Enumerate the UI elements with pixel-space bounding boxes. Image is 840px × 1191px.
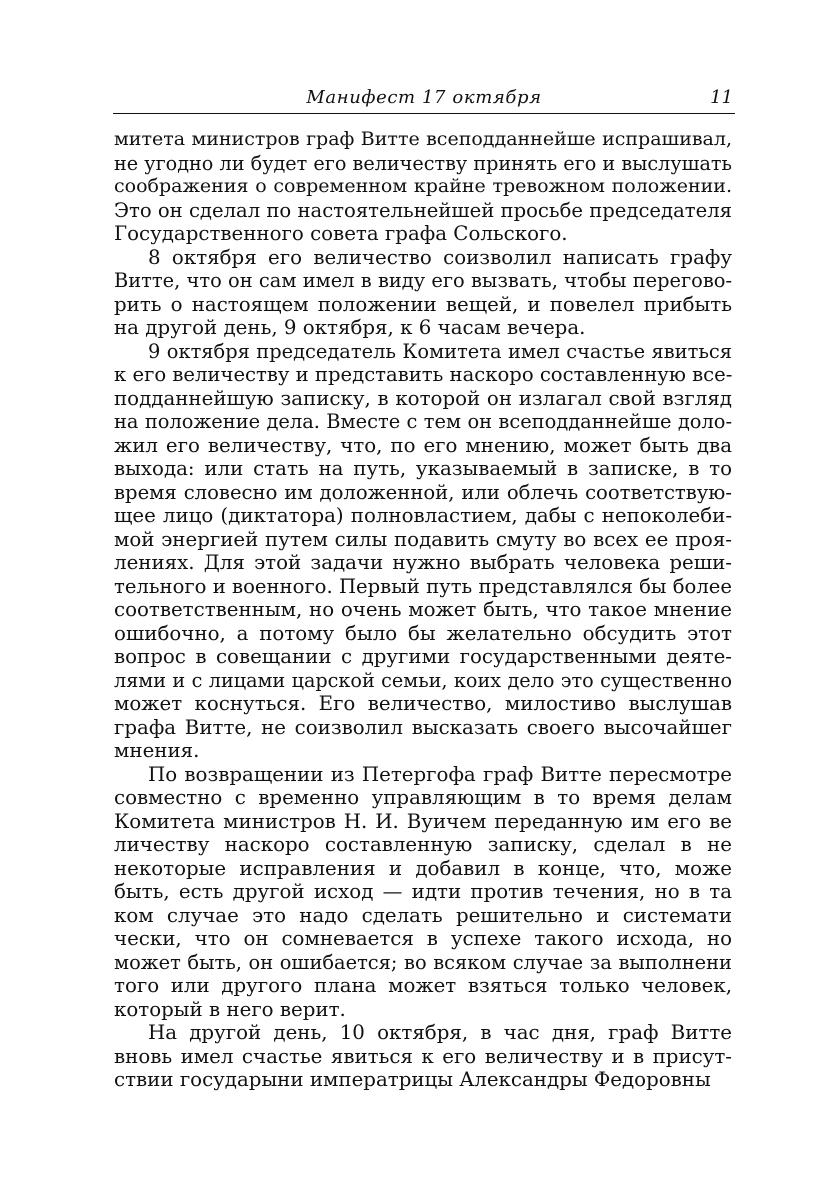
text-line: того или другого плана может взяться только человек,	[114, 974, 732, 997]
text-line: может быть, он ошибается; во всяком случае за выполнени	[114, 950, 732, 974]
text-line: Это он сделал по настоятельнейшей просьбе председателя	[114, 198, 732, 222]
text-line: который в него верит.	[114, 997, 346, 1021]
text-line: вопрос в совещании с другими государственными деяте-	[114, 645, 732, 668]
text-line: ствии государыни императрицы Александры Федоровны	[114, 1068, 711, 1091]
paragraph	[114, 763, 732, 1022]
text-line: на положение дела. Вместе с тем он всеподданнейше доло-	[114, 410, 732, 433]
body-text	[114, 128, 732, 1092]
header-rule	[113, 113, 735, 114]
text-line: митета министров граф Витте всеподданнейше испрашивал,	[114, 128, 732, 150]
text-line: ком случае это надо сделать решительно и системати	[114, 903, 732, 927]
text-line: На другой день, 10 октября, в час дня, граф Витте	[148, 1021, 732, 1044]
text-line: мнения.	[114, 739, 200, 762]
text-line: лями и с лицами царской семьи, коих дело это существенно	[114, 668, 732, 692]
text-line: Витте, что он сам имел в виду его вызвать, чтобы перегово-	[114, 269, 732, 292]
text-line: на другой день, 9 октября, к 6 часам вечера.	[114, 316, 586, 339]
text-line: быть, есть другой исход — идти против течения, но в та	[114, 880, 732, 903]
text-line: к его величеству и представить наскоро составленную все-	[114, 363, 732, 386]
text-line: жил его величеству, что, по его мнению, может быть два	[114, 433, 732, 457]
text-line: вновь имел счастье явиться к его величеству и в присут-	[114, 1044, 732, 1068]
page-number: 11	[710, 87, 733, 108]
text-line: мой энергией путем силы подавить смуту во всех ее проя-	[114, 527, 732, 551]
text-line: тельного и военного. Первый путь представлялся бы более	[114, 574, 732, 598]
text-line: рить о настоящем положении вещей, и повелел прибыть	[114, 292, 732, 316]
paragraph	[114, 340, 732, 763]
text-line: Комитета министров Н. И. Вуичем переданную им его ве	[114, 809, 732, 833]
text-line: графа Витте, не соизволил высказать своего высочайшег	[114, 715, 732, 739]
text-line: лениях. Для этой задачи нужно выбрать человека реши-	[114, 551, 732, 574]
text-line: личеству наскоро составленную записку, сделал в не	[114, 833, 732, 856]
text-line: соответственным, но очень может быть, что такое мнение	[114, 598, 732, 621]
text-line: чески, что он сомневается в успехе такого исхода, но	[114, 927, 732, 950]
paragraph	[114, 128, 732, 246]
text-line: 9 октября председатель Комитета имел счастье явиться	[148, 339, 732, 363]
text-line: щее лицо (диктатора) полновластием, дабы с непоколеби-	[114, 504, 732, 527]
text-line: время словесно им доложенной, или облечь соответствую-	[114, 480, 732, 504]
text-line: подданнейшую записку, в которой он излагал свой взгляд	[114, 386, 732, 410]
text-line: совместно с временно управляющим в то время делам	[114, 786, 732, 809]
paragraph	[114, 246, 732, 340]
text-line: 8 октября его величество соизволил написать графу	[148, 245, 732, 269]
text-line: не угодно ли будет его величеству принять его и выслушать	[114, 151, 732, 175]
running-head-title: Манифест 17 октября	[306, 87, 542, 108]
text-line: некоторые исправления и добавил в конце, что, може	[114, 856, 732, 880]
text-line: может коснуться. Его величество, милостиво выслушав	[114, 692, 732, 715]
text-line: Государственного совета графа Сольского.	[114, 222, 568, 245]
paragraph	[114, 1021, 732, 1092]
text-line: соображения о современном крайне тревожном положении.	[114, 175, 732, 197]
running-head	[113, 86, 735, 110]
text-line: выхода: или стать на путь, указываемый в записке, в то	[114, 457, 732, 480]
text-line: По возвращении из Петергофа граф Витте пересмотре	[148, 762, 732, 786]
text-line: ошибочно, а потому было бы желательно обсудить этот	[114, 621, 732, 645]
